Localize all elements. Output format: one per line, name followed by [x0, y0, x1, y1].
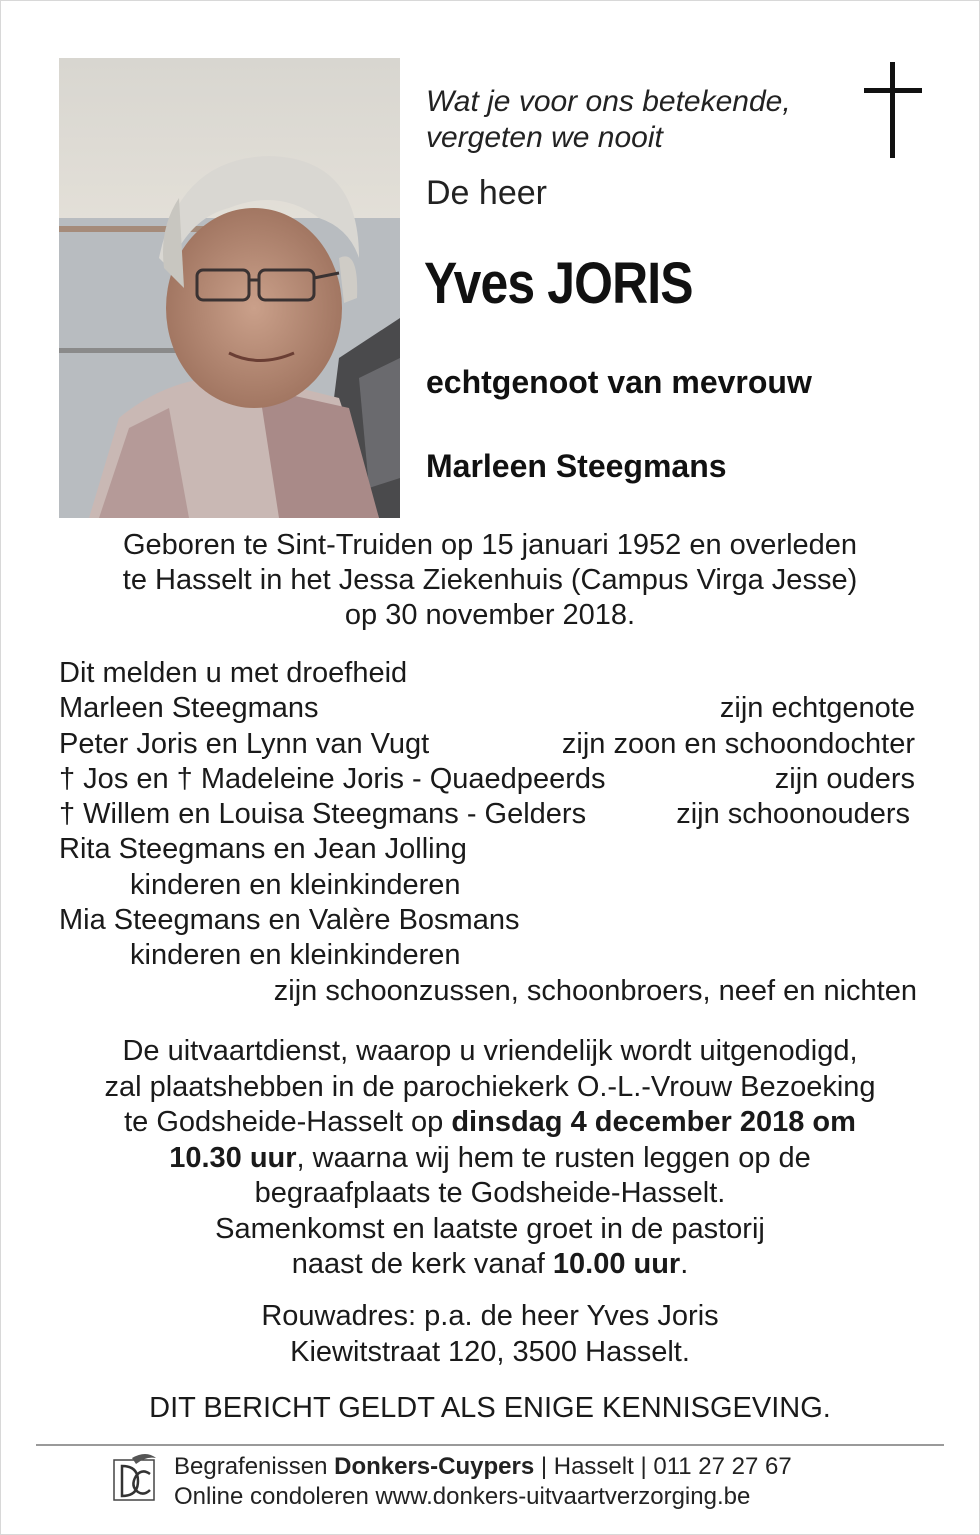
service-text: naast de kerk vanaf — [291, 1248, 553, 1280]
family-name: Rita Steegmans en Jean Jolling — [59, 833, 467, 866]
spouse-label: echtgenoot van mevrouw — [426, 364, 812, 400]
service-text: , waarna wij hem te rusten leggen op de — [296, 1141, 811, 1174]
service-text: te Godsheide-Hasselt op — [124, 1106, 452, 1138]
mourner-name: Peter Joris en Lynn van Vugt — [59, 727, 430, 760]
honorific: De heer — [426, 174, 547, 212]
service-date: dinsdag 4 december 2018 om — [451, 1106, 856, 1138]
memorial-quote — [426, 84, 791, 156]
address-line: Rouwadres: p.a. de heer Yves Joris — [261, 1300, 719, 1332]
mourner-relation: zijn ouders — [774, 762, 915, 795]
quote-line: vergeten we nooit — [426, 121, 663, 154]
mourners-closing: zijn schoonzussen, schoonbroers, neef en nichten — [273, 974, 917, 1007]
mourners-intro: Dit melden u met droefheid — [59, 657, 408, 689]
mourner-relation: zijn zoon en schoondochter — [561, 727, 915, 760]
footer-credits — [174, 1452, 792, 1512]
footer-divider — [36, 1444, 944, 1446]
service-line — [40, 1141, 940, 1177]
service-text: . — [680, 1248, 689, 1280]
birth-line: Geboren te Sint-Truiden op 15 januari 1952 en overleden — [122, 529, 858, 561]
service-line — [40, 1105, 940, 1141]
birth-death-details — [40, 528, 940, 633]
spouse-name: Marleen Steegmans — [426, 448, 727, 484]
mourner-row — [59, 762, 915, 797]
family-sub: kinderen en kleinkinderen — [130, 939, 461, 972]
address-line: Kiewitstraat 120, 3500 Hasselt. — [290, 1335, 690, 1368]
company-name: Donkers-Cuypers — [334, 1453, 535, 1480]
mourner-row — [59, 797, 915, 832]
deceased-name: Yves JORIS — [424, 251, 693, 316]
dc-monogram-logo — [112, 1452, 158, 1504]
service-line — [40, 1247, 940, 1283]
mourning-address — [40, 1299, 940, 1370]
service-line: Samenkomst en laatste groet in de pastorij — [215, 1212, 765, 1245]
condolence-link[interactable]: Online condoleren www.donkers-uitvaartverzorging.be — [174, 1483, 751, 1510]
service-line: begraafplaats te Godsheide-Hasselt. — [254, 1177, 726, 1209]
family-name: Mia Steegmans en Valère Bosmans — [59, 904, 520, 937]
service-time: 10.30 uur — [169, 1141, 297, 1174]
service-line: zal plaatshebben in de parochiekerk O.-L.-Vrouw Bezoeking — [104, 1070, 876, 1103]
notice-statement: DIT BERICHT GELDT ALS ENIGE KENNISGEVING. — [149, 1392, 831, 1424]
mourner-name: † Jos en † Madeleine Joris - Quaedpeerds — [59, 762, 606, 795]
footer-text: Begrafenissen — [174, 1453, 335, 1480]
quote-line: Wat je voor ons betekende, — [426, 85, 791, 118]
gathering-time: 10.00 uur — [552, 1248, 681, 1280]
family-sub: kinderen en kleinkinderen — [130, 868, 461, 901]
mourner-row — [59, 727, 915, 762]
mourner-relation: zijn echtgenote — [719, 692, 915, 725]
mourner-name: † Willem en Louisa Steegmans - Gelders — [59, 798, 587, 831]
birth-line: te Hasselt in het Jessa Ziekenhuis (Campus Virga Jesse) — [122, 564, 858, 596]
footer-line — [174, 1452, 792, 1482]
portrait-photo — [59, 58, 400, 518]
footer-text: | Hasselt | 011 27 27 67 — [534, 1453, 792, 1480]
birth-line: op 30 november 2018. — [344, 599, 636, 631]
mourner-relation: zijn schoonouders — [676, 798, 910, 831]
funeral-service-details — [40, 1034, 940, 1283]
latin-cross-icon — [864, 62, 922, 158]
mourner-name: Marleen Steegmans — [59, 692, 319, 725]
service-line: De uitvaartdienst, waarop u vriendelijk wordt uitgenodigd, — [122, 1035, 858, 1067]
mourner-row — [59, 691, 915, 726]
mourners-list — [59, 656, 915, 1009]
